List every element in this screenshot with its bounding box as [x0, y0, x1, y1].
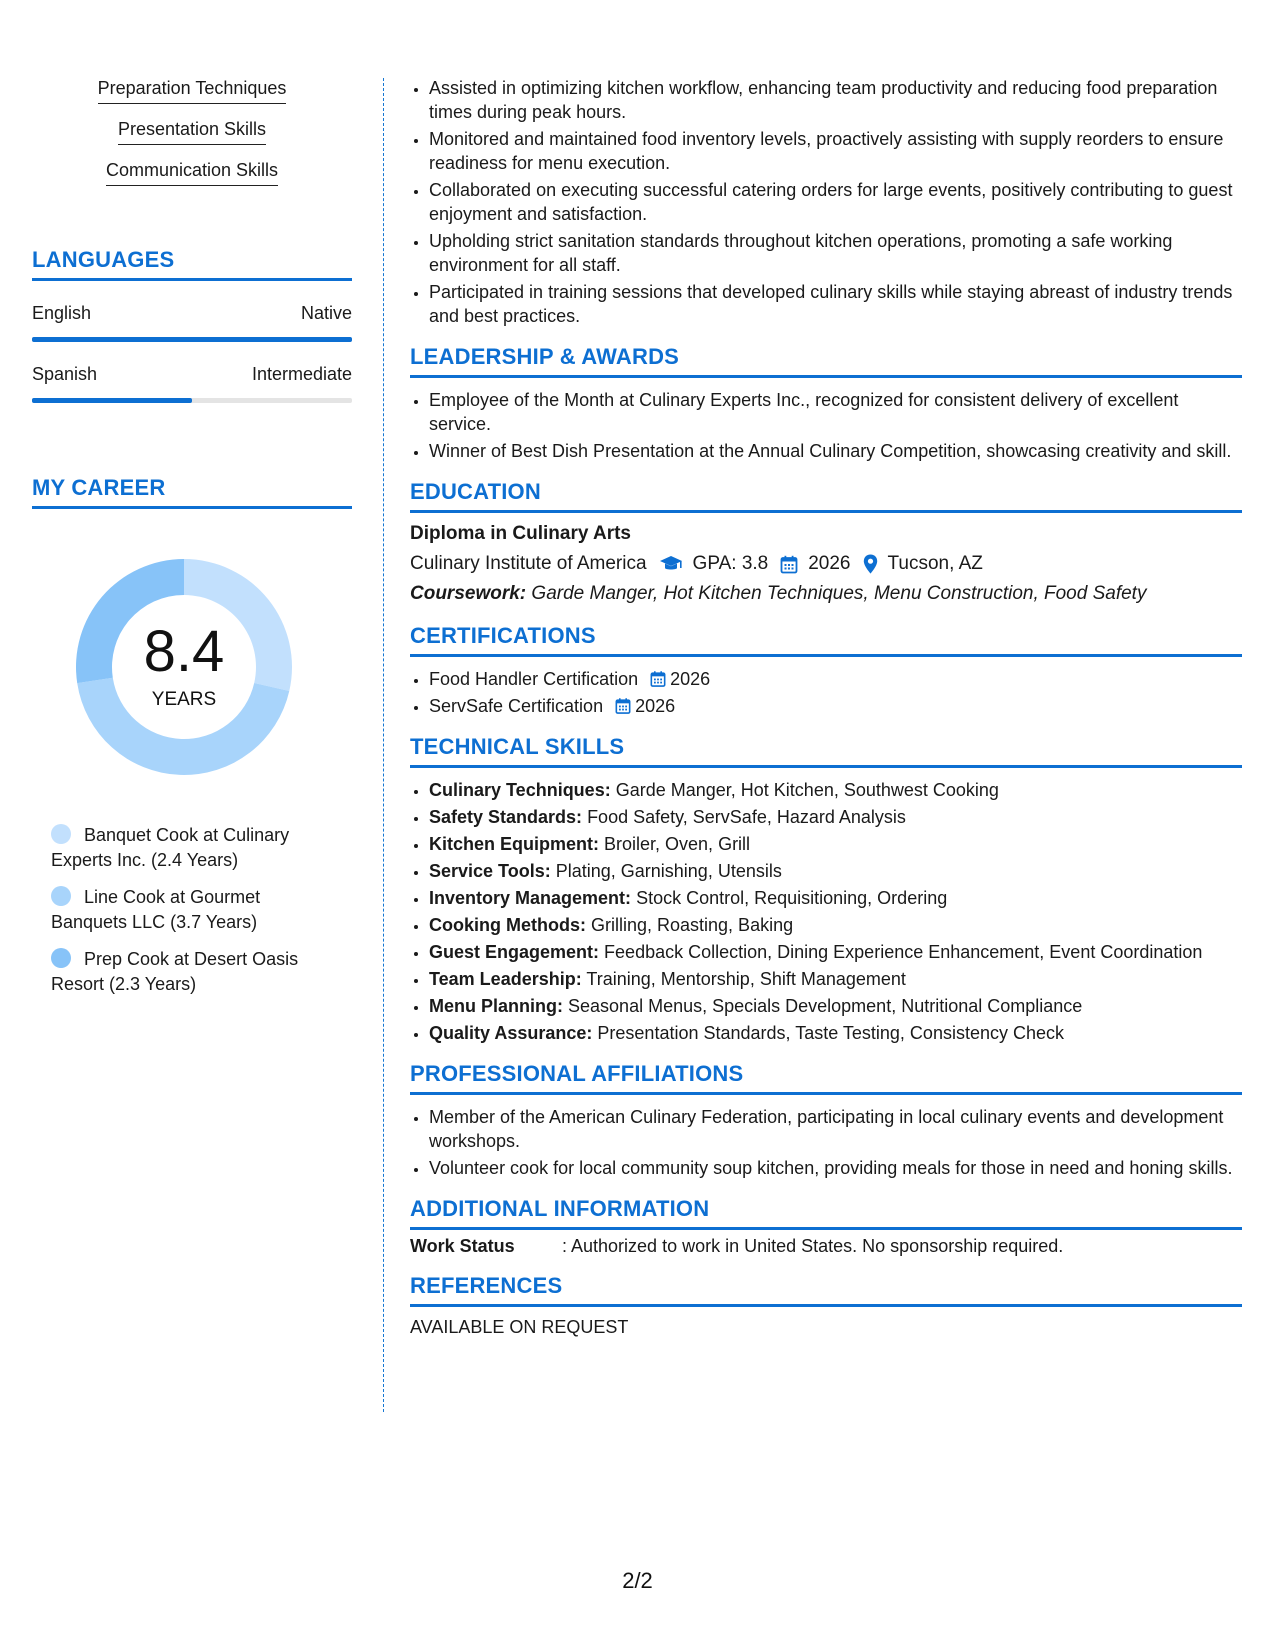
right-column [410, 76, 1242, 1338]
skill-label: Culinary Techniques: [429, 780, 611, 800]
certification-name: Food Handler Certification [429, 669, 639, 689]
career-unit: YEARS [151, 689, 217, 710]
column-divider [383, 78, 384, 1412]
education-title: EDUCATION [410, 479, 1242, 513]
education-section [410, 479, 1242, 605]
education-school: Culinary Institute of America [410, 553, 647, 574]
language-level: Native [300, 303, 352, 323]
skill-item [429, 994, 1242, 1018]
skill-item [429, 859, 1242, 883]
language-level-bar [32, 337, 352, 342]
skill-label: Quality Assurance: [429, 1023, 593, 1043]
calendar-icon [650, 670, 666, 688]
language-level-bar [32, 398, 352, 403]
skill-item [429, 1021, 1242, 1045]
coursework-text: Garde Manger, Hot Kitchen Techniques, Menu Construction, Food Safety [531, 583, 1147, 604]
experience-bullet: • Monitored and maintained food inventory levels, proactively assisting with supply reorders to ensure readiness for menu execution. [429, 127, 1242, 175]
certification-year: 2026 [670, 669, 711, 689]
skill-label: Cooking Methods: [429, 915, 586, 935]
skill-value: Grilling, Roasting, Baking [591, 915, 794, 935]
location-pin-icon [863, 554, 878, 574]
skill-value: Training, Mentorship, Shift Management [586, 969, 906, 989]
experience-bullet: • Collaborated on executing successful catering orders for large events, positively contributing to guest enjoyment and satisfaction. [429, 178, 1242, 226]
strength-item: Preparation Techniques [98, 78, 287, 104]
work-status-value: : Authorized to work in United States. No sponsorship required. [562, 1236, 1064, 1256]
language-item [32, 364, 352, 403]
skill-label: Service Tools: [429, 861, 551, 881]
career-title: MY CAREER [32, 475, 352, 509]
certification-item [429, 694, 1242, 718]
skill-label: Guest Engagement: [429, 942, 600, 962]
leadership-item: • Winner of Best Dish Presentation at the Annual Culinary Competition, showcasing creativity and skill. [429, 439, 1242, 463]
calendar-icon [615, 697, 631, 715]
skill-label: Kitchen Equipment: [429, 834, 599, 854]
legend-item [51, 885, 311, 935]
legend-label: Banquet Cook at Culinary Experts Inc. (2.4 Years) [51, 825, 290, 870]
language-item [32, 303, 352, 342]
skill-item [429, 967, 1242, 991]
references-text: AVAILABLE ON REQUEST [410, 1317, 629, 1337]
skill-item [429, 778, 1242, 802]
language-level: Intermediate [251, 364, 352, 384]
legend-item [51, 947, 311, 997]
experience-bullet: • Participated in training sessions that developed culinary skills while staying abreast of industry trends and best practices. [429, 280, 1242, 328]
languages-section [32, 247, 352, 403]
graduation-cap-icon [659, 555, 683, 573]
leadership-title: LEADERSHIP & AWARDS [410, 344, 1242, 378]
experience-bullet: • Upholding strict sanitation standards throughout kitchen operations, promoting a safe working environment for all staff. [429, 229, 1242, 277]
affiliations-section [410, 1061, 1242, 1180]
certifications-section [410, 623, 1242, 718]
legend-dot [51, 886, 71, 906]
legend-dot [51, 948, 71, 968]
education-degree: Diploma in Culinary Arts [410, 523, 631, 544]
skill-label: Menu Planning: [429, 996, 563, 1016]
references-section [410, 1273, 1242, 1338]
skill-label: Inventory Management: [429, 888, 632, 908]
skill-label: Team Leadership: [429, 969, 582, 989]
legend-label: Line Cook at Gourmet Banquets LLC (3.7 Years) [51, 887, 261, 932]
skill-value: Stock Control, Requisitioning, Ordering [636, 888, 948, 908]
legend-label: Prep Cook at Desert Oasis Resort (2.3 Years) [51, 949, 299, 994]
certification-year: 2026 [635, 696, 676, 716]
career-section [32, 475, 352, 997]
references-title: REFERENCES [410, 1273, 1242, 1307]
language-level-fill [32, 398, 192, 403]
education-details [410, 553, 1242, 575]
affiliation-item: • Member of the American Culinary Federation, participating in local culinary events and development workshops. [429, 1105, 1242, 1153]
legend-dot [51, 824, 71, 844]
skill-item [429, 886, 1242, 910]
legend-item [51, 823, 311, 873]
skills-title: TECHNICAL SKILLS [410, 734, 1242, 768]
page-number: 2/2 [622, 1568, 653, 1593]
coursework-label: Coursework: [410, 583, 527, 604]
skill-value: Food Safety, ServSafe, Hazard Analysis [587, 807, 906, 827]
experience-bullets [410, 76, 1242, 328]
affiliation-item: • Volunteer cook for local community soup kitchen, providing meals for those in need and honing skills. [429, 1156, 1242, 1180]
skill-value: Plating, Garnishing, Utensils [555, 861, 782, 881]
language-name: English [32, 303, 92, 323]
education-gpa: GPA: 3.8 [692, 553, 769, 574]
calendar-icon [780, 555, 798, 574]
strength-item: Presentation Skills [118, 119, 266, 145]
language-level-fill [32, 337, 352, 342]
additional-info-title: ADDITIONAL INFORMATION [410, 1196, 1242, 1230]
language-name: Spanish [32, 364, 98, 384]
left-column [32, 78, 352, 1009]
skill-label: Safety Standards: [429, 807, 583, 827]
strengths-list [32, 78, 352, 201]
career-total-years: 8.4 [143, 619, 225, 684]
leadership-item: • Employee of the Month at Culinary Experts Inc., recognized for consistent delivery of excellent service. [429, 388, 1242, 436]
languages-title: LANGUAGES [32, 247, 352, 281]
skill-value: Presentation Standards, Taste Testing, Consistency Check [597, 1023, 1064, 1043]
work-status-label: Work Status [410, 1236, 515, 1256]
education-location: Tucson, AZ [887, 553, 983, 574]
education-coursework [410, 583, 1242, 605]
affiliations-title: PROFESSIONAL AFFILIATIONS [410, 1061, 1242, 1095]
skill-item [429, 940, 1242, 964]
skill-value: Seasonal Menus, Specials Development, Nutritional Compliance [568, 996, 1083, 1016]
skill-item [429, 805, 1242, 829]
certifications-title: CERTIFICATIONS [410, 623, 1242, 657]
education-year: 2026 [808, 553, 851, 574]
skill-item [429, 913, 1242, 937]
strength-item: Communication Skills [106, 160, 278, 186]
skill-value: Broiler, Oven, Grill [604, 834, 751, 854]
additional-info-section [410, 1196, 1242, 1257]
certification-item [429, 667, 1242, 691]
leadership-section [410, 344, 1242, 463]
experience-bullet: • Assisted in optimizing kitchen workflow, enhancing team productivity and reducing food preparation times during peak hours. [429, 76, 1242, 124]
skill-value: Garde Manger, Hot Kitchen, Southwest Cooking [615, 780, 999, 800]
career-legend [51, 823, 311, 997]
career-donut-chart [64, 547, 304, 787]
skill-value: Feedback Collection, Dining Experience Enhancement, Event Coordination [604, 942, 1203, 962]
skill-item [429, 832, 1242, 856]
skills-section [410, 734, 1242, 1045]
work-status-row [410, 1236, 1242, 1257]
certification-name: ServSafe Certification [429, 696, 604, 716]
